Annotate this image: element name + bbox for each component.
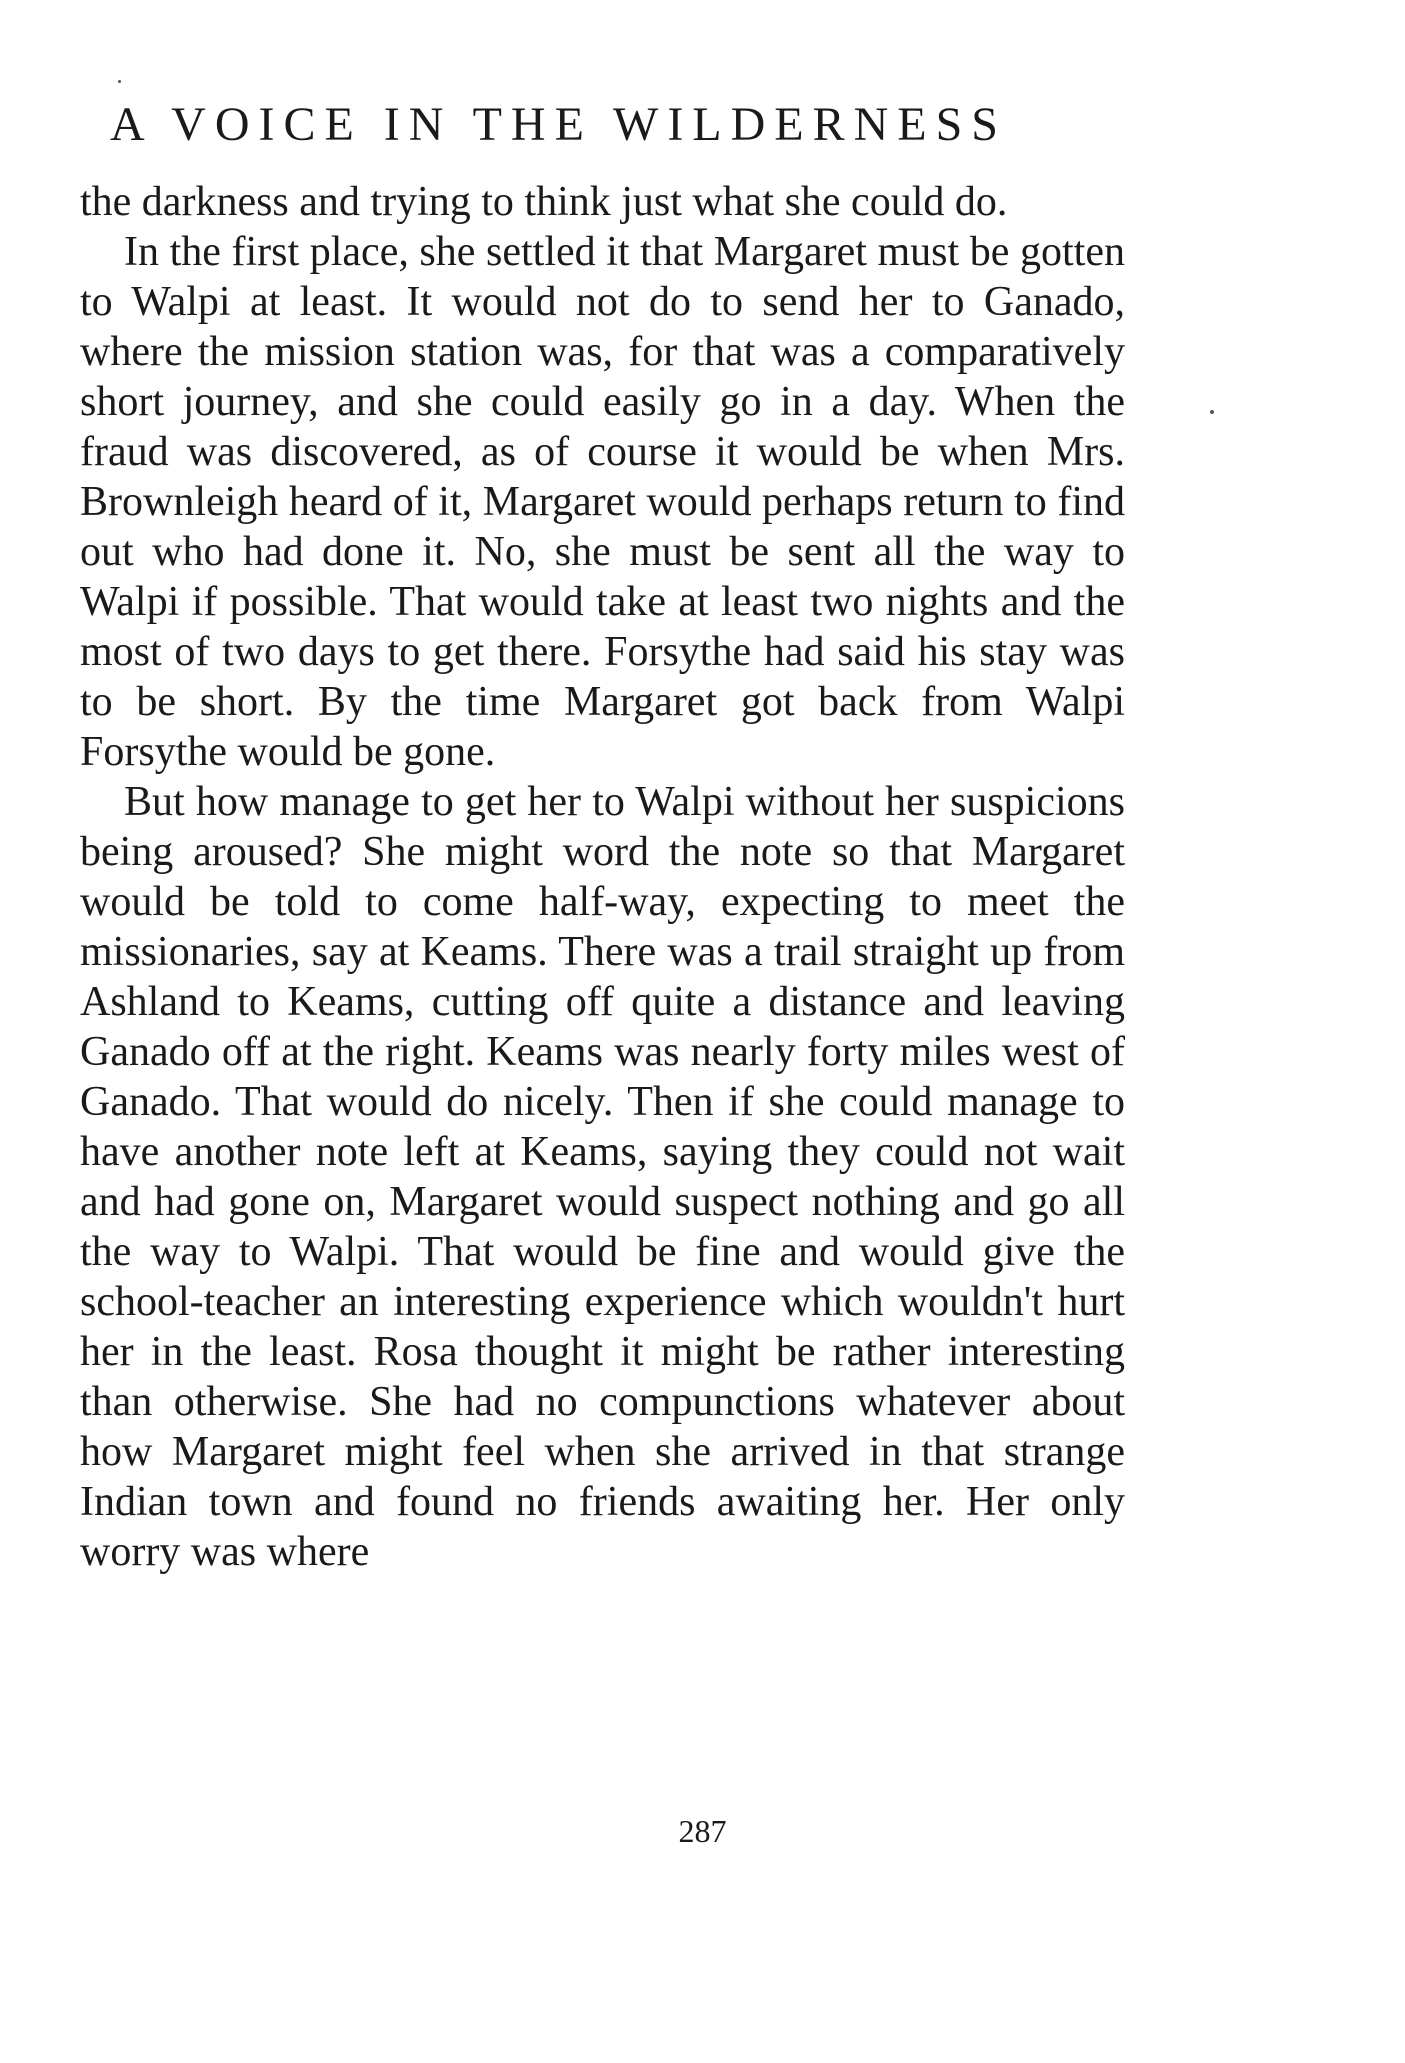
scan-speck	[1210, 410, 1214, 414]
paragraph-walpi-plan: In the first place, she settled it that Margaret must be gotten to Walpi at least. It would not do to send her to Ganado, where the mission station was, for that was a comparatively short journey, and she could easily go in a day. When the fraud was discovered, as of course it would be when Mrs. Brownleigh heard of it, Margaret would perhaps return to find out who had done it. No, she must be sent all the way to Walpi if possible. That would take at least two nights and the most of two days to get there. Forsythe had said his stay was to be short. By the time Margaret got back from Walpi Forsythe would be gone.	[80, 229, 1125, 775]
page-number: 287	[678, 1813, 727, 1849]
scan-speck	[118, 80, 121, 83]
running-head: A VOICE IN THE WILDERNESS	[110, 98, 1007, 151]
paragraph-keams-route: But how manage to get her to Walpi without her suspicions being aroused? She might word the note so that Margaret would be told to come half-way, expecting to meet the missionaries, say at Keams. There was a trail straight up from Ashland to Keams, cutting off quite a distance and leaving Ganado off at the right. Keams was nearly forty miles west of Ganado. That would do nicely. Then if she could manage to have another note left at Keams, saying they could not wait and had gone on, Margaret would suspect nothing and go all the way to Walpi. That would be fine and would give the school-teacher an interesting experience which wouldn't hurt her in the least. Rosa thought it might be rather interesting than otherwise. She had no compunctions whatever about how Margaret might feel when she arrived in that strange Indian town and found no friends awaiting her. Her only worry was where	[80, 779, 1125, 1575]
book-page	[80, 95, 1125, 1577]
body-text	[80, 177, 1125, 1577]
paragraph-continuation: the darkness and trying to think just what she could do.	[80, 179, 1008, 225]
